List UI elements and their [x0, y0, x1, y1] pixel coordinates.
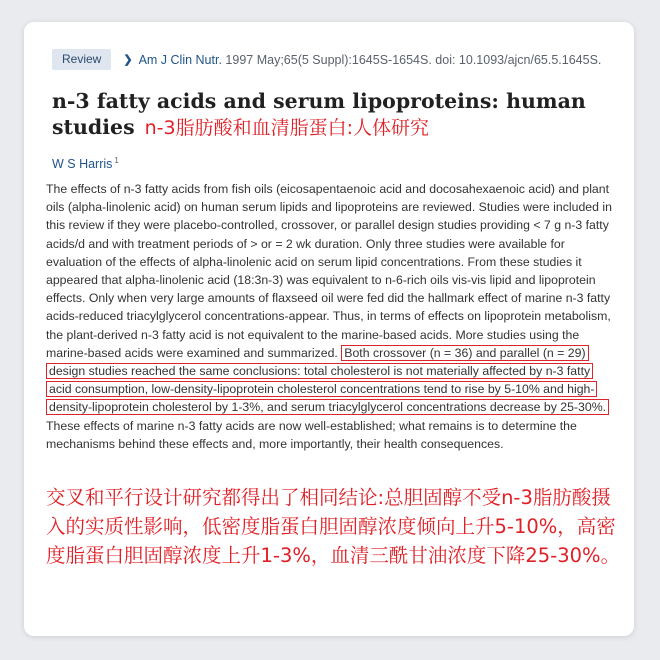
author-list	[52, 156, 119, 171]
chevron-right-icon: ❯	[123, 54, 133, 66]
translation-text: 交叉和平行设计研究都得出了相同结论:总胆固醇不受n-3脂肪酸摄入的实质性影响，低密度脂蛋白胆固醇浓度倾向上升5-10%，高密度脂蛋白胆固醇浓度上升1-3%，血清三酰甘油浓度下降25-30%。	[46, 486, 621, 567]
author-link[interactable]: W S Harris	[52, 157, 113, 172]
review-badge: Review	[52, 49, 111, 70]
journal-link[interactable]: Am J Clin Nutr.	[138, 52, 222, 67]
title-chinese-annotation: n-3脂肪酸和血清脂蛋白:人体研究	[144, 117, 430, 139]
abstract-closing: These effects of marine n-3 fatty acids are now well-established; what remains is to determine the mechanisms behind these effects and, more importantly, their health consequences.	[46, 418, 577, 451]
article-title	[52, 88, 612, 141]
title-english: n-3 fatty acids and serum lipoproteins: human studies	[52, 89, 586, 139]
abstract-text	[46, 180, 616, 453]
abstract-intro: The effects of n-3 fatty acids from fish oils (eicosapentaenoic acid and docosahexaenoic acid) and plant oils (alpha-linolenic acid) on human serum lipids and lipoproteins are reviewed. Studies were included in this review if they were placebo-controlled, crossover, or parallel design studies providing < 7 g n-3 fatty acids/d and with treatment periods of > or = 2 wk duration. Only three studies were available for evaluation of the effects of alpha-linolenic acid on serum lipid concentrations. From these studies it appeared that alpha-linolenic acid (18:3n-3) was equivalent to n-6-rich oils vis-vis lipid and lipoprotein effects. Only when very large amounts of flaxseed oil were fed did the hallmark effect of marine n-3 fatty acids-reduced triacylglycerol concentrations-appear. Thus, in terms of effects on lipoprotein metabolism, the plant-derived n-3 fatty acid is not equivalent to the marine-based acids. More studies using the marine-based acids were examined and summarized.	[46, 182, 612, 360]
highlighted-conclusion: Both crossover (n = 36) and parallel (n = 29) design studies reached the same conclusions: total cholesterol is not materially affected by n-3 fatty acid consumption, low-density-lipoprotein cholesterol concentrations tend to rise by 5-10% and high-density-lipoprotein cholesterol by 1-3%, and serum triacylglycerol concentrations decrease by 25-30%.	[46, 345, 609, 416]
chinese-translation-annotation	[46, 484, 621, 570]
author-affiliation-marker[interactable]: 1	[114, 156, 119, 165]
article-card	[24, 22, 634, 636]
citation-row	[52, 49, 601, 70]
citation-details: 1997 May;65(5 Suppl):1645S-1654S. doi: 10.1093/ajcn/65.5.1645S.	[225, 52, 602, 67]
